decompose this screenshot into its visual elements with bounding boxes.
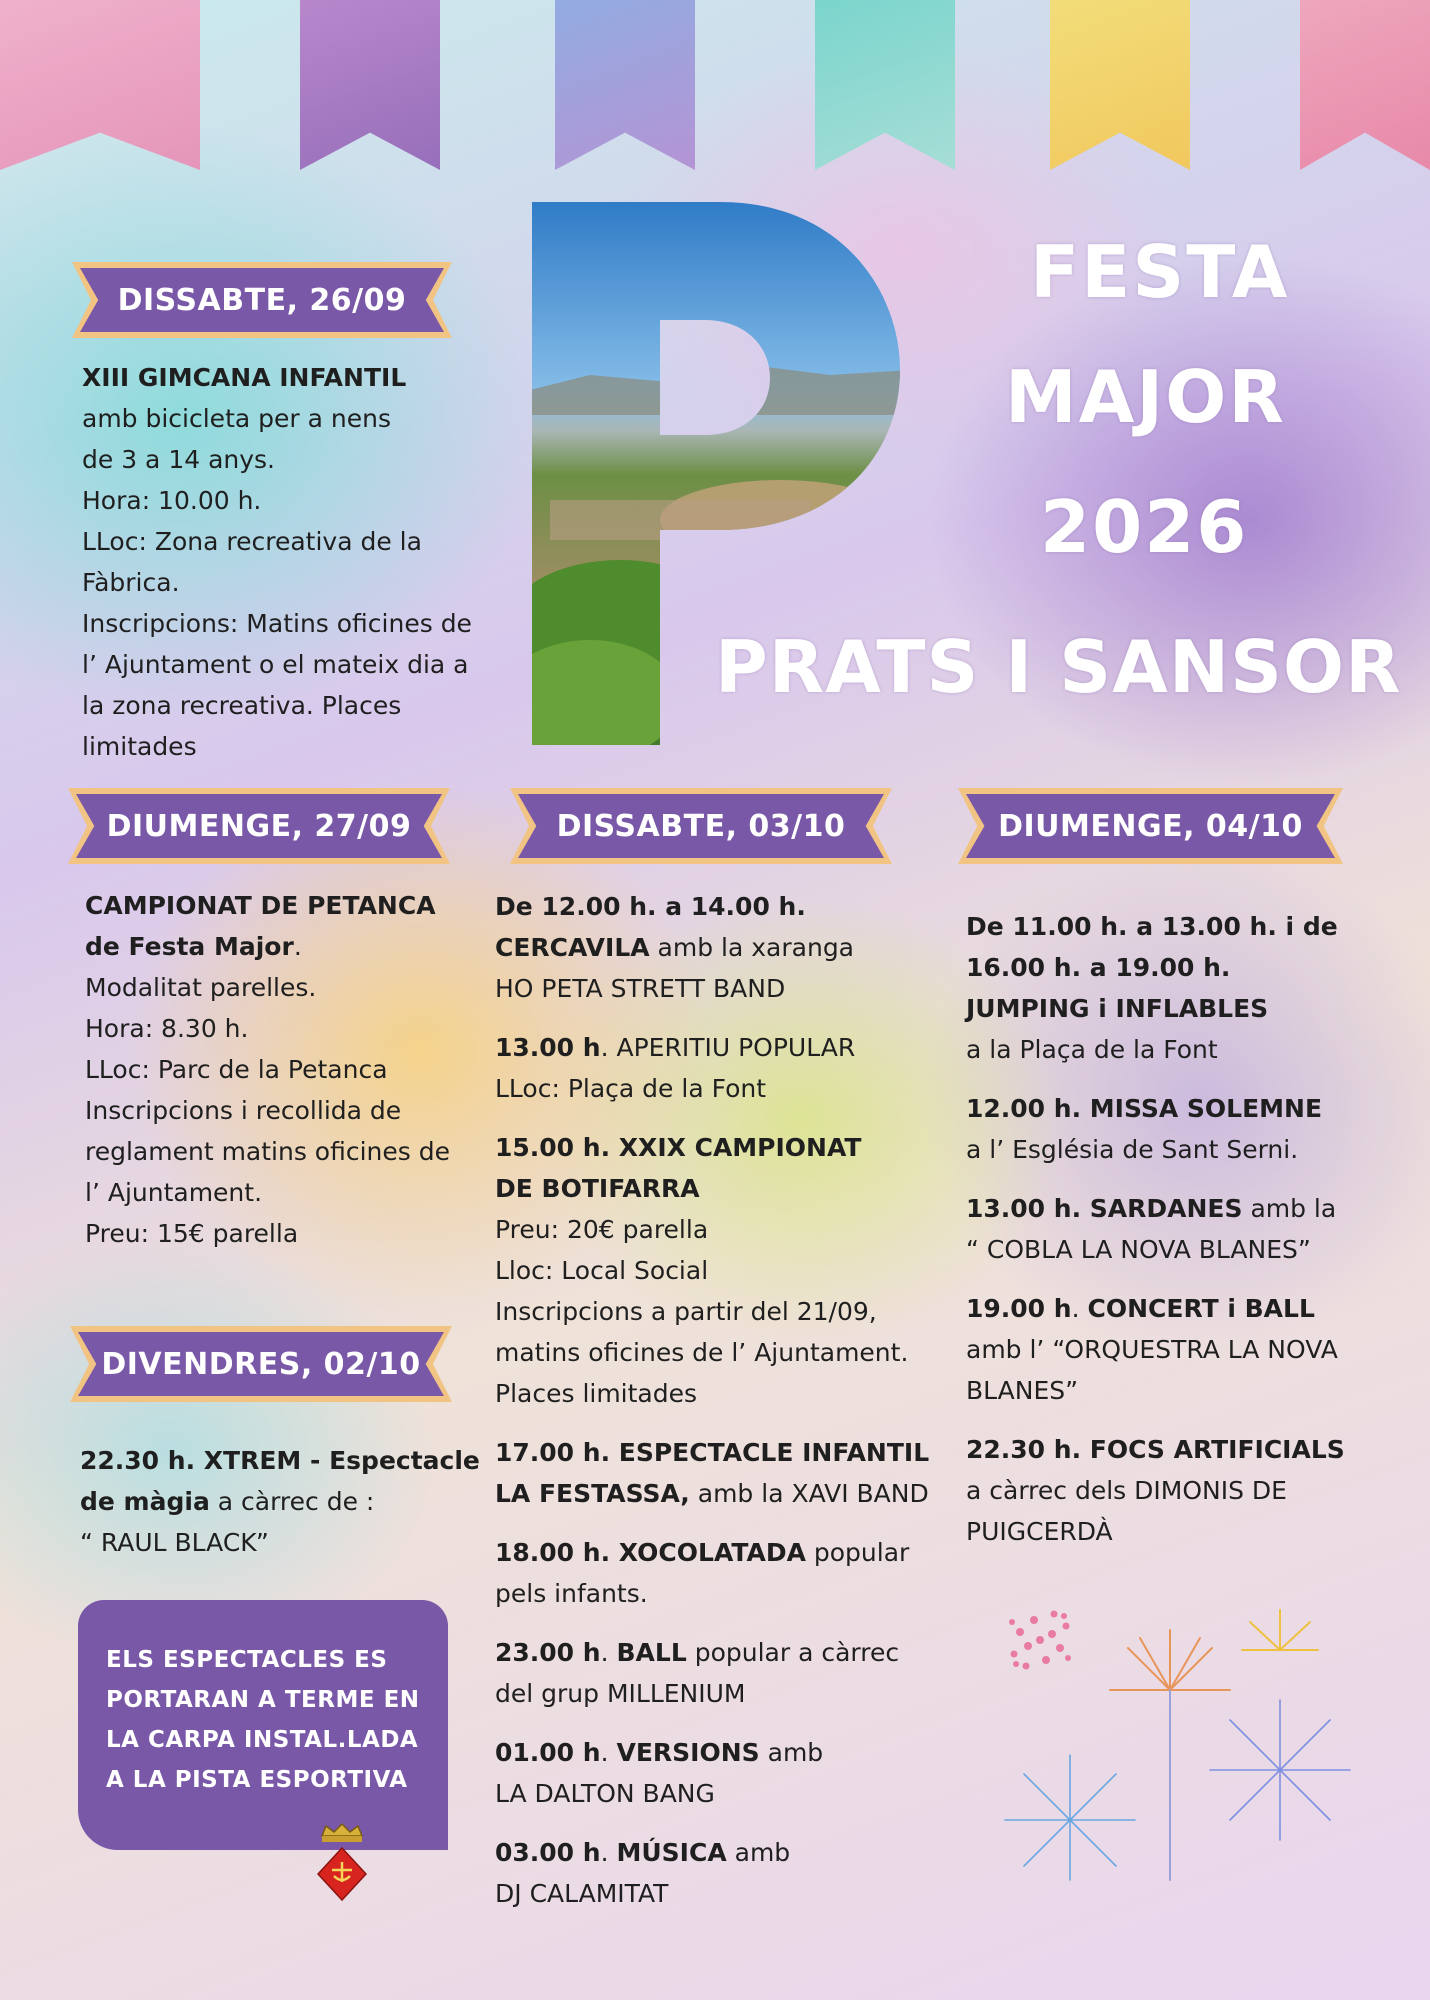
event-cercavila: De 12.00 h. a 14.00 h. CERCAVILA amb la xaranga HO PETA STRETT BAND	[495, 892, 855, 1003]
event-heading: XIII GIMCANA INFANTIL	[82, 363, 407, 392]
title-major: MAJOR	[1005, 355, 1286, 439]
event-line: amb bicicleta per a nens	[82, 404, 391, 433]
title-festa: FESTA	[1030, 230, 1290, 314]
event-line: Modalitat parelles.	[85, 973, 317, 1002]
event-line: l’ Ajuntament o el mateix dia a	[82, 650, 469, 679]
event-jumping: De 11.00 h. a 13.00 h. i de 16.00 h. a 19.00 h. JUMPING i INFLABLES a la Plaça de la Font	[966, 912, 1338, 1064]
schedule-diumenge-0410	[966, 906, 1396, 1570]
event-line: la zona recreativa. Places	[82, 691, 402, 720]
event-sardanes: 13.00 h. SARDANES amb la “ COBLA LA NOVA BLANES”	[966, 1194, 1337, 1264]
event-missa: 12.00 h. MISSA SOLEMNE a l’ Església de Sant Serni.	[966, 1094, 1323, 1164]
banner-dissabte-0310	[510, 788, 892, 864]
bunting-flag	[0, 0, 200, 170]
event-heading: de Festa Major	[85, 932, 294, 961]
banner-label: DISSABTE, 26/09	[117, 282, 407, 318]
venue-note-text: ELS ESPECTACLES ES PORTARAN A TERME EN LA CARPA INSTAL.LADA A LA PISTA ESPORTIVA	[106, 1647, 420, 1793]
event-line: reglament matins oficines de	[85, 1137, 450, 1166]
event-line: Preu: 15€ parella	[85, 1219, 299, 1248]
banner-diumenge-0410	[958, 788, 1343, 864]
title-town: PRATS I SANSOR	[715, 625, 1402, 709]
bunting-flag	[300, 0, 440, 170]
event-espectacle-infantil: 17.00 h. ESPECTACLE INFANTIL LA FESTASSA, amb la XAVI BAND	[495, 1438, 930, 1508]
event-concert: 19.00 h. CONCERT i BALL amb l’ “ORQUESTRA LA NOVA BLANES”	[966, 1294, 1338, 1405]
event-line: l’ Ajuntament.	[85, 1178, 263, 1207]
event-botifarra: 15.00 h. XXIX CAMPIONAT DE BOTIFARRA Preu: 20€ parella Lloc: Local Social Inscripcions a partir del 21/09, matins oficines de l’ Ajuntament. Places limitades	[495, 1133, 909, 1408]
banner-label: DIUMENGE, 27/09	[106, 808, 412, 844]
venue-note	[78, 1600, 448, 1850]
event-aperitiu: 13.00 h. APERITIU POPULAR LLoc: Plaça de la Font	[495, 1033, 856, 1103]
event-versions: 01.00 h. VERSIONS amb LA DALTON BANG	[495, 1738, 824, 1808]
event-line: LLoc: Zona recreativa de la	[82, 527, 422, 556]
event-line: Fàbrica.	[82, 568, 180, 597]
fireworks-illustration	[990, 1590, 1370, 1890]
event-line: de 3 a 14 anys.	[82, 445, 276, 474]
event-gimcana	[82, 357, 502, 767]
event-line: limitades	[82, 732, 197, 761]
bunting-flag	[815, 0, 955, 170]
title-year: 2026	[1040, 485, 1249, 569]
schedule-dissabte-0310	[495, 886, 945, 1932]
event-petanca: CAMPIONAT DE PETANCA de Festa Major. Modalitat parelles. Hora: 8.30 h. LLoc: Parc de la Petanca Inscripcions i recollida de reglament matins oficines de l’ Ajuntament. Preu: 15€ parella	[85, 885, 485, 1254]
event-xocolatada: 18.00 h. XOCOLATADA popular pels infants.	[495, 1538, 910, 1608]
event-ball: 23.00 h. BALL popular a càrrec del grup MILLENIUM	[495, 1638, 900, 1708]
banner-dissabte-2609	[72, 262, 452, 338]
banner-label: DIUMENGE, 04/10	[998, 808, 1303, 844]
coat-of-arms-icon	[312, 1822, 372, 1904]
event-line: Inscripcions i recollida de	[85, 1096, 402, 1125]
event-focs: 22.30 h. FOCS ARTIFICIALS a càrrec dels DIMONIS DE PUIGCERDÀ	[966, 1435, 1345, 1546]
event-line: Inscripcions: Matins oficines de	[82, 609, 472, 638]
event-xtrem: 22.30 h. XTREM - Espectacle de màgia a càrrec de : “ RAUL BLACK”	[80, 1446, 480, 1557]
banner-label: DISSABTE, 03/10	[556, 808, 846, 844]
banner-diumenge-2709	[68, 788, 450, 864]
banner-label: DIVENDRES, 02/10	[101, 1346, 421, 1382]
event-line: Hora: 8.30 h.	[85, 1014, 249, 1043]
bunting-flag	[555, 0, 695, 170]
event-heading: CAMPIONAT DE PETANCA	[85, 891, 436, 920]
event-musica: 03.00 h. MÚSICA amb DJ CALAMITAT	[495, 1838, 791, 1908]
bunting-flag	[1050, 0, 1190, 170]
bunting-flag	[1300, 0, 1430, 170]
event-line: Hora: 10.00 h.	[82, 486, 262, 515]
event-line: LLoc: Parc de la Petanca	[85, 1055, 388, 1084]
banner-divendres-0210	[70, 1326, 452, 1402]
